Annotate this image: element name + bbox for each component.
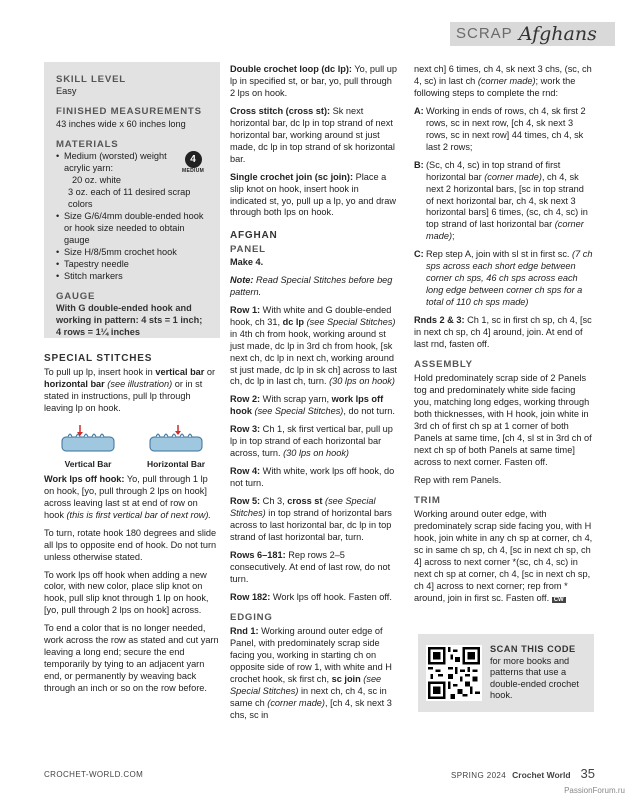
assembly-heading: ASSEMBLY — [414, 358, 473, 370]
step-c-key: C: — [414, 249, 424, 260]
materials-markers: • Stitch markers — [56, 271, 208, 283]
rep-text: Rep with rem Panels. — [414, 475, 502, 486]
afghan-heading: AFGHAN — [230, 230, 278, 242]
rnd1-c: sc join — [331, 674, 361, 685]
edging-heading: EDGING — [230, 611, 273, 623]
sc-join-def — [230, 172, 398, 220]
footer-site: CROCHET-WORLD.COM — [44, 770, 144, 779]
scj-a: Single crochet join (sc join): — [230, 171, 354, 182]
cw-end-mark: CW — [553, 597, 564, 604]
yarn-line-2: acrylic yarn: — [64, 163, 114, 174]
materials-list-2 — [56, 211, 208, 283]
left-column — [44, 62, 220, 695]
r5-e: in top strand of horizontal bars across to last horizontal bar, dc lp in top strand of last horizontal bar, turn. — [230, 508, 392, 542]
yarn-white: 20 oz. white — [72, 175, 122, 186]
step-c-text — [426, 249, 594, 309]
step-c — [414, 249, 594, 309]
r1-f: (30 lps on hook) — [329, 376, 395, 387]
cst-b: Sk next horizontal bar, dc lp in top strand of next horizontal bar, working around st just made, dc lp in top strand of sk horizontal bar. — [230, 105, 395, 164]
qr-title: SCAN THIS CODE — [490, 644, 576, 655]
watermark: PassionForum.ru — [564, 785, 625, 795]
footer-magazine: Crochet World — [512, 770, 571, 780]
p2-b: Yo, pull through 1 lp on hook, [yo, pull through 2 lps on hook] across leaving last st at end of row on hook — [44, 473, 208, 520]
dcl-b: Yo, pull up lp in specified st, or bar, yo, pull through 2 lps on hook. — [230, 64, 397, 98]
r1-e: in 4th ch from hook, working around st just made, dc lp in 3rd ch from hook, [sk next ch, dc lp in next ch, working around st just made, dc lp in sk ch] across to last ch, dc lp in last ch, turn. — [230, 328, 397, 387]
p1-vertical-bar: vertical bar — [155, 367, 205, 377]
to-turn-text: To turn, rotate hook 180 degrees and slide all lps to opposite end of hook. Do not turn unless otherwise stated. — [44, 527, 217, 562]
r4-a: Row 4: — [230, 466, 261, 477]
r5-c: cross st — [287, 496, 323, 507]
r2-d: (see Special Stitches) — [251, 406, 344, 417]
rnd1-a: Rnd 1: — [230, 626, 259, 637]
stitch-illustrations — [44, 425, 220, 470]
r182-b: Work lps off hook. Fasten off. — [270, 591, 392, 602]
r23-a: Rnds 2 & 3: — [414, 315, 465, 326]
trim-heading: TRIM — [414, 495, 441, 507]
materials-yarn — [56, 151, 208, 175]
r2-c: work lps off hook — [230, 394, 384, 417]
rnd1-e: in next ch, ch 4, sc in same ch — [230, 685, 387, 708]
cst-a: Cross stitch (cross st): — [230, 105, 331, 116]
step-a — [414, 106, 594, 154]
header-afghans: Afghans — [518, 22, 597, 45]
skill-level-heading: SKILL LEVEL — [56, 74, 126, 85]
r5-d: (see Special Stitches) — [230, 496, 376, 519]
materials-list — [56, 151, 208, 175]
row-3 — [230, 424, 398, 460]
r3-b: Ch 1, sk first vertical bar, pull up lp in top strand of each horizontal bar across, turn. — [230, 424, 393, 459]
panel-heading: PANEL — [230, 244, 266, 256]
qr-code-icon[interactable] — [426, 645, 482, 701]
b-v5: ; — [452, 231, 455, 242]
rnd1-g: , [ch 4, sk next 3 chs, sc in — [230, 697, 392, 720]
step-b-text — [426, 160, 594, 244]
r1-d: (see Special Stitches) — [304, 316, 396, 327]
middle-column — [230, 64, 398, 722]
r1-a: Row 1: — [230, 304, 261, 315]
footer-issue: SPRING 2024 — [451, 771, 507, 780]
p1-a: To pull up lp, insert hook in — [44, 367, 156, 377]
new-color-text: To work lps off hook when adding a new color, with new color, place slip knot on hook, pull slip knot through 1 lp on hook, [yo, pull through 2 lps on hook] across. — [44, 569, 209, 616]
special-stitches-heading: SPECIAL STITCHES — [44, 353, 153, 364]
assembly-text: Hold predominately scrap side of 2 Panels tog and predominately white side facing you, matching long edges, working through both thicknesses, with H hook, join white in 3rd ch of first ch sp at 1 corner of both Panels at same time, [ch 4, sl st in 3rd ch of next ch sp of both Panels at same time] across to next corner. Fasten off. — [414, 373, 592, 468]
rnd1-d: (see Special Stitches) — [230, 674, 382, 696]
row-4 — [230, 466, 398, 490]
section-header — [450, 20, 615, 48]
materials-hook-2: • Size H/8/5mm crochet hook — [56, 247, 208, 259]
r1-c: dc lp — [282, 316, 305, 327]
r6-b: Rep rows 2–5 consecutively. At end of last row, do not turn. — [230, 549, 391, 584]
step-a-text: Working in ends of rows, ch 4, sk first 2 rows, sc in next row, [ch 4, sk next 3 rows, sc in next row] 44 times, ch 4, sk last 2 rows; — [426, 105, 586, 152]
materials-heading: MATERIALS — [56, 138, 119, 150]
footer-right — [451, 766, 595, 783]
header-scrap: SCRAP — [456, 25, 513, 43]
end-color-text: To end a color that is no longer needed, work across the row as stated and cut yarn leaving a long end; secure the end temporarily by tying to an adjacent yarn end, or permanently by weaving back through an inch or so on the row before. — [44, 623, 219, 694]
materials-box — [44, 62, 220, 338]
yarn-weight-label: MEDIUM — [182, 168, 205, 175]
header-bar — [450, 22, 615, 46]
horizontal-bar-diagram-icon — [148, 425, 204, 455]
c-v2: (7 ch sps across each short edge between corner ch sps, 46 ch sps across each long edge between corner ch sps for a total of 110 ch sps made) — [426, 249, 593, 308]
b-v2: (corner made) — [484, 171, 542, 182]
vertical-bar-caption: Vertical Bar — [64, 458, 112, 469]
finished-heading: FINISHED MEASUREMENTS — [56, 106, 202, 118]
materials-needle: • Tapestry needle — [56, 259, 208, 271]
yarn-weight-number: 4 — [185, 151, 202, 168]
page-number: 35 — [580, 766, 595, 781]
b-v3: , ch 4, sk next 2 horizontal bars, [sc in top strand of next horizontal bar, ch 4, sk next 3 horizontal bars] 6 times, (sc, ch 4, sc) in top strand of last horizontal bar — [426, 171, 588, 230]
cont-c: ; work the following steps to complete the rnd: — [414, 75, 576, 98]
gauge-heading: GAUGE — [56, 290, 96, 302]
trim-text — [414, 509, 594, 605]
row-182 — [230, 592, 398, 604]
rnds-2-3 — [414, 315, 594, 351]
p1-horizontal-bar: horizontal bar — [44, 378, 105, 389]
dcl-a: Double crochet loop (dc lp): — [230, 64, 352, 74]
row-5 — [230, 496, 398, 544]
b-v4: (corner made) — [426, 219, 584, 242]
r5-b: Ch 3, — [260, 496, 288, 507]
r5-a: Row 5: — [230, 496, 261, 507]
r6-a: Rows 6–181: — [230, 549, 286, 560]
p1-e: (see illustration) — [104, 378, 173, 389]
qr-desc: for more books and patterns that use a double-ended crochet hook. — [490, 655, 579, 701]
cross-st-def — [230, 106, 398, 166]
rows-6-181 — [230, 550, 398, 586]
materials-list-wrap — [56, 151, 208, 282]
gauge-text: With G double-ended hook and working in pattern: 4 sts = 1 inch; 4 rows = 1¼ inches — [56, 303, 203, 338]
r2-a: Row 2: — [230, 394, 261, 405]
materials-hook-1: • Size G/6/4mm double-ended hook or hook size needed to obtain gauge — [56, 211, 208, 247]
vertical-bar-diagram-icon — [60, 425, 116, 455]
work-lps-off-hook — [44, 474, 220, 522]
r3-c: (30 lps on hook) — [283, 448, 349, 459]
r182-a: Row 182: — [230, 591, 271, 602]
p1-c: or — [204, 367, 216, 377]
step-b — [414, 160, 594, 244]
make-count: Make 4. — [230, 256, 264, 267]
step-a-key: A: — [414, 105, 424, 116]
horizontal-bar-figure — [136, 425, 216, 470]
finished-value: 43 inches wide x 60 inches long — [56, 118, 186, 129]
row-1 — [230, 305, 398, 389]
qr-box[interactable] — [418, 634, 594, 712]
note-body: Read Special Stitches before beg pattern. — [230, 274, 393, 297]
qr-text — [490, 644, 586, 702]
c-v1: Rep step A, join with sl st in first sc. — [426, 249, 573, 260]
rnd1-b: Working around outer edge of Panel, with predominately scrap side facing you, working in starting ch on opposite side of row 1, with white and H crochet hook, sk first ch, — [230, 626, 392, 685]
cont-a: next ch] 6 times, ch 4, sk next 3 chs, (sc, ch 4, sc) in last ch — [414, 64, 592, 86]
p2-a: Work lps off hook: — [44, 473, 125, 484]
pull-up-lp-text — [44, 367, 220, 415]
rnd-1 — [230, 626, 398, 722]
horizontal-bar-caption: Horizontal Bar — [146, 458, 206, 469]
rnd1-f: (corner made) — [267, 697, 325, 708]
r4-b: With white, work lps off hook, do not turn. — [230, 466, 395, 489]
r2-e: , do not turn. — [343, 406, 395, 417]
r3-a: Row 3: — [230, 424, 261, 435]
yarn-scrap: 3 oz. each of 11 desired scrap colors — [68, 187, 191, 210]
p1-f: or in st stated in instructions, pull lp through leaving lp on hook. — [44, 378, 203, 413]
vertical-bar-figure — [48, 425, 128, 470]
right-column — [414, 64, 594, 605]
step-b-key: B: — [414, 159, 424, 170]
row-2 — [230, 394, 398, 418]
r23-b: Ch 1, sc in first ch sp, ch 4, [sc in next ch sp, ch 4] around, join. At end of last rnd, fasten off. — [414, 315, 592, 350]
cont-b: (corner made) — [477, 75, 536, 86]
b-v1: (Sc, ch 4, sc) in top strand of first horizontal bar — [426, 159, 561, 182]
note-text — [230, 275, 398, 299]
r1-b: With white and G double-ended hook, ch 31, — [230, 304, 392, 327]
note-label: Note: — [230, 274, 254, 285]
trim-a: Working around outer edge, with predominately scrap side facing you, with H hook, join white in any ch sp at corner, ch 4, sc in same ch sp, ch 4, [sc in next ch sp, ch 4] across to next corner *(sc, ch 4, sc) in next ch sp at corner, ch 4, [sc in next ch sp, ch 4] across to next corner; rep from * around, join in first sc. Fasten off. — [414, 509, 593, 604]
scj-b: Place a slip knot on hook, insert hook in indicated st, yo, pull up a lp, yo and draw through both lps on hook. — [230, 171, 396, 218]
rnd-1-continued — [414, 64, 594, 100]
skill-level-value: Easy — [56, 86, 77, 97]
r2-b: With scrap yarn, — [260, 394, 332, 405]
p2-c: (this is first vertical bar of next row). — [66, 509, 211, 520]
yarn-line-1: Medium (worsted) weight — [64, 151, 167, 162]
dc-lp-def — [230, 64, 398, 100]
